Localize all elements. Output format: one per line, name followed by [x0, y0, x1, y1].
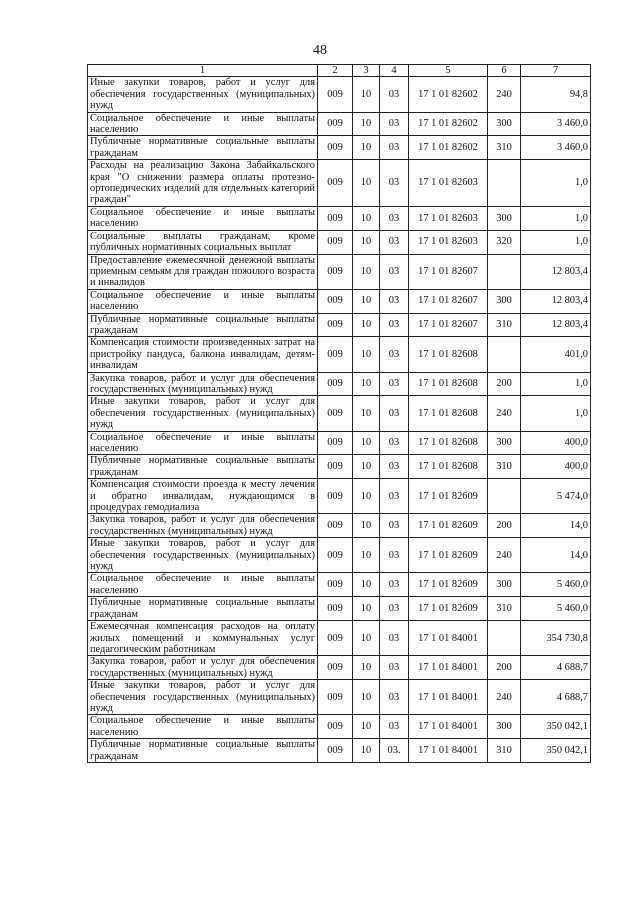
expense-name-cell: Публичные нормативные социальные выплаты гражданам	[88, 597, 318, 621]
ministry-code-cell: 009	[318, 396, 353, 431]
target-article-cell: 17 1 01 84001	[409, 715, 488, 739]
ministry-code-cell: 009	[318, 112, 353, 136]
amount-cell: 400,0	[521, 431, 591, 455]
expense-type-cell: 300	[488, 289, 521, 313]
expense-name-cell: Ежемесячная компенсация расходов на оплату жилых помещений и коммунальных услуг педагогическим работникам	[88, 621, 318, 656]
target-article-cell: 17 1 01 82603	[409, 230, 488, 254]
section-code-cell: 10	[353, 715, 380, 739]
amount-cell: 401,0	[521, 337, 591, 372]
budget-table	[87, 64, 591, 763]
ministry-code-cell: 009	[318, 739, 353, 763]
target-article-cell: 17 1 01 82609	[409, 597, 488, 621]
subsection-code-cell: 03	[380, 289, 409, 313]
amount-cell: 14,0	[521, 514, 591, 538]
expense-type-cell: 300	[488, 206, 521, 230]
amount-cell: 1,0	[521, 230, 591, 254]
table-row	[88, 715, 591, 739]
target-article-cell: 17 1 01 82608	[409, 372, 488, 396]
subsection-code-cell: 03	[380, 656, 409, 680]
section-code-cell: 10	[353, 337, 380, 372]
ministry-code-cell: 009	[318, 431, 353, 455]
ministry-code-cell: 009	[318, 254, 353, 289]
table-row	[88, 479, 591, 514]
subsection-code-cell: 03	[380, 160, 409, 207]
section-code-cell: 10	[353, 573, 380, 597]
target-article-cell: 17 1 01 82607	[409, 289, 488, 313]
amount-cell: 1,0	[521, 160, 591, 207]
table-row	[88, 739, 591, 763]
expense-name-cell: Иные закупки товаров, работ и услуг для обеспечения государственных (муниципальных) нужд	[88, 77, 318, 112]
expense-name-cell: Компенсация стоимости проезда к месту лечения и обратно инвалидам, нуждающимся в процедурах гемодиализа	[88, 479, 318, 514]
section-code-cell: 10	[353, 680, 380, 715]
column-header: 5	[409, 65, 488, 77]
ministry-code-cell: 009	[318, 514, 353, 538]
expense-type-cell: 240	[488, 77, 521, 112]
subsection-code-cell: 03	[380, 230, 409, 254]
target-article-cell: 17 1 01 82602	[409, 136, 488, 160]
target-article-cell: 17 1 01 82602	[409, 112, 488, 136]
table-row	[88, 136, 591, 160]
table-row	[88, 597, 591, 621]
target-article-cell: 17 1 01 82609	[409, 573, 488, 597]
amount-cell: 3 460,0	[521, 136, 591, 160]
expense-name-cell: Компенсация стоимости произведенных затрат на пристройку пандуса, балкона инвалидам, детям-инвалидам	[88, 337, 318, 372]
expense-name-cell: Социальное обеспечение и иные выплаты населению	[88, 112, 318, 136]
expense-name-cell: Закупка товаров, работ и услуг для обеспечения государственных (муниципальных) нужд	[88, 372, 318, 396]
column-header: 3	[353, 65, 380, 77]
table-row	[88, 112, 591, 136]
subsection-code-cell: 03.	[380, 739, 409, 763]
target-article-cell: 17 1 01 82607	[409, 313, 488, 337]
expense-type-cell: 310	[488, 136, 521, 160]
subsection-code-cell: 03	[380, 680, 409, 715]
subsection-code-cell: 03	[380, 136, 409, 160]
target-article-cell: 17 1 01 84001	[409, 739, 488, 763]
expense-type-cell: 300	[488, 573, 521, 597]
ministry-code-cell: 009	[318, 337, 353, 372]
amount-cell: 12 803,4	[521, 254, 591, 289]
table-row	[88, 396, 591, 431]
expense-type-cell: 300	[488, 431, 521, 455]
expense-type-cell: 240	[488, 538, 521, 573]
expense-type-cell: 300	[488, 715, 521, 739]
amount-cell: 350 042,1	[521, 715, 591, 739]
subsection-code-cell: 03	[380, 77, 409, 112]
expense-type-cell: 310	[488, 739, 521, 763]
amount-cell: 3 460,0	[521, 112, 591, 136]
ministry-code-cell: 009	[318, 680, 353, 715]
section-code-cell: 10	[353, 656, 380, 680]
expense-type-cell: 310	[488, 455, 521, 479]
amount-cell: 94,8	[521, 77, 591, 112]
expense-type-cell: 240	[488, 680, 521, 715]
expense-name-cell: Расходы на реализацию Закона Забайкальского края "О снижении размера оплаты протезно-ортопедических изделий для отдельных категорий граждан"	[88, 160, 318, 207]
page-number: 48	[313, 43, 327, 58]
subsection-code-cell: 03	[380, 206, 409, 230]
amount-cell: 1,0	[521, 206, 591, 230]
table-row	[88, 372, 591, 396]
target-article-cell: 17 1 01 84001	[409, 680, 488, 715]
ministry-code-cell: 009	[318, 206, 353, 230]
section-code-cell: 10	[353, 455, 380, 479]
subsection-code-cell: 03	[380, 372, 409, 396]
expense-name-cell: Публичные нормативные социальные выплаты гражданам	[88, 455, 318, 479]
amount-cell: 14,0	[521, 538, 591, 573]
ministry-code-cell: 009	[318, 573, 353, 597]
table-row	[88, 77, 591, 112]
section-code-cell: 10	[353, 112, 380, 136]
column-header: 4	[380, 65, 409, 77]
target-article-cell: 17 1 01 82608	[409, 396, 488, 431]
subsection-code-cell: 03	[380, 573, 409, 597]
section-code-cell: 10	[353, 514, 380, 538]
subsection-code-cell: 03	[380, 337, 409, 372]
expense-name-cell: Социальные выплаты гражданам, кроме публичных нормативных социальных выплат	[88, 230, 318, 254]
expense-name-cell: Иные закупки товаров, работ и услуг для обеспечения государственных (муниципальных) нужд	[88, 396, 318, 431]
ministry-code-cell: 009	[318, 160, 353, 207]
section-code-cell: 10	[353, 621, 380, 656]
expense-type-cell	[488, 160, 521, 207]
ministry-code-cell: 009	[318, 479, 353, 514]
section-code-cell: 10	[353, 597, 380, 621]
subsection-code-cell: 03	[380, 455, 409, 479]
section-code-cell: 10	[353, 77, 380, 112]
table-row	[88, 455, 591, 479]
amount-cell: 5 460,0	[521, 597, 591, 621]
expense-type-cell	[488, 621, 521, 656]
amount-cell: 5 474,0	[521, 479, 591, 514]
amount-cell: 4 688,7	[521, 656, 591, 680]
subsection-code-cell: 03	[380, 254, 409, 289]
expense-name-cell: Социальное обеспечение и иные выплаты населению	[88, 206, 318, 230]
subsection-code-cell: 03	[380, 431, 409, 455]
target-article-cell: 17 1 01 82609	[409, 538, 488, 573]
column-header: 6	[488, 65, 521, 77]
expense-name-cell: Закупка товаров, работ и услуг для обеспечения государственных (муниципальных) нужд	[88, 514, 318, 538]
expense-type-cell: 320	[488, 230, 521, 254]
table-row	[88, 680, 591, 715]
section-code-cell: 10	[353, 313, 380, 337]
expense-type-cell	[488, 479, 521, 514]
expense-type-cell	[488, 337, 521, 372]
expense-name-cell: Публичные нормативные социальные выплаты гражданам	[88, 136, 318, 160]
expense-type-cell: 240	[488, 396, 521, 431]
expense-type-cell: 310	[488, 597, 521, 621]
table-row	[88, 337, 591, 372]
expense-name-cell: Социальное обеспечение и иные выплаты населению	[88, 715, 318, 739]
subsection-code-cell: 03	[380, 479, 409, 514]
target-article-cell: 17 1 01 82609	[409, 514, 488, 538]
expense-type-cell: 300	[488, 112, 521, 136]
table-row	[88, 431, 591, 455]
table-row	[88, 289, 591, 313]
column-header: 1	[88, 65, 318, 77]
section-code-cell: 10	[353, 160, 380, 207]
ministry-code-cell: 009	[318, 538, 353, 573]
ministry-code-cell: 009	[318, 455, 353, 479]
amount-cell: 12 803,4	[521, 313, 591, 337]
section-code-cell: 10	[353, 431, 380, 455]
section-code-cell: 10	[353, 289, 380, 313]
table-row	[88, 230, 591, 254]
target-article-cell: 17 1 01 82608	[409, 431, 488, 455]
table-row	[88, 254, 591, 289]
subsection-code-cell: 03	[380, 313, 409, 337]
ministry-code-cell: 009	[318, 715, 353, 739]
subsection-code-cell: 03	[380, 538, 409, 573]
section-code-cell: 10	[353, 538, 380, 573]
expense-name-cell: Иные закупки товаров, работ и услуг для обеспечения государственных (муниципальных) нужд	[88, 538, 318, 573]
column-header: 7	[521, 65, 591, 77]
amount-cell: 350 042,1	[521, 739, 591, 763]
expense-type-cell	[488, 254, 521, 289]
ministry-code-cell: 009	[318, 372, 353, 396]
table-row	[88, 538, 591, 573]
target-article-cell: 17 1 01 84001	[409, 621, 488, 656]
expense-name-cell: Публичные нормативные социальные выплаты гражданам	[88, 313, 318, 337]
target-article-cell: 17 1 01 82603	[409, 160, 488, 207]
ministry-code-cell: 009	[318, 313, 353, 337]
expense-name-cell: Публичные нормативные социальные выплаты гражданам	[88, 739, 318, 763]
section-code-cell: 10	[353, 230, 380, 254]
ministry-code-cell: 009	[318, 77, 353, 112]
section-code-cell: 10	[353, 254, 380, 289]
table-row	[88, 621, 591, 656]
expense-name-cell: Предоставление ежемесячной денежной выплаты приемным семьям для граждан пожилого возраста и инвалидов	[88, 254, 318, 289]
ministry-code-cell: 009	[318, 597, 353, 621]
expense-type-cell: 310	[488, 313, 521, 337]
table-header-row	[88, 65, 591, 77]
amount-cell: 1,0	[521, 372, 591, 396]
expense-type-cell: 200	[488, 372, 521, 396]
expense-name-cell: Иные закупки товаров, работ и услуг для обеспечения государственных (муниципальных) нужд	[88, 680, 318, 715]
ministry-code-cell: 009	[318, 230, 353, 254]
table-row	[88, 160, 591, 207]
amount-cell: 4 688,7	[521, 680, 591, 715]
subsection-code-cell: 03	[380, 621, 409, 656]
subsection-code-cell: 03	[380, 514, 409, 538]
amount-cell: 5 460,0	[521, 573, 591, 597]
section-code-cell: 10	[353, 206, 380, 230]
expense-type-cell: 200	[488, 656, 521, 680]
ministry-code-cell: 009	[318, 621, 353, 656]
table-row	[88, 573, 591, 597]
expense-name-cell: Социальное обеспечение и иные выплаты населению	[88, 289, 318, 313]
ministry-code-cell: 009	[318, 136, 353, 160]
target-article-cell: 17 1 01 82603	[409, 206, 488, 230]
table-row	[88, 206, 591, 230]
amount-cell: 354 730,8	[521, 621, 591, 656]
expense-name-cell: Закупка товаров, работ и услуг для обеспечения государственных (муниципальных) нужд	[88, 656, 318, 680]
amount-cell: 12 803,4	[521, 289, 591, 313]
section-code-cell: 10	[353, 396, 380, 431]
amount-cell: 400,0	[521, 455, 591, 479]
section-code-cell: 10	[353, 372, 380, 396]
target-article-cell: 17 1 01 84001	[409, 656, 488, 680]
target-article-cell: 17 1 01 82608	[409, 337, 488, 372]
ministry-code-cell: 009	[318, 289, 353, 313]
subsection-code-cell: 03	[380, 396, 409, 431]
table-row	[88, 514, 591, 538]
subsection-code-cell: 03	[380, 597, 409, 621]
section-code-cell: 10	[353, 136, 380, 160]
amount-cell: 1,0	[521, 396, 591, 431]
section-code-cell: 10	[353, 479, 380, 514]
section-code-cell: 10	[353, 739, 380, 763]
target-article-cell: 17 1 01 82602	[409, 77, 488, 112]
ministry-code-cell: 009	[318, 656, 353, 680]
expense-name-cell: Социальное обеспечение и иные выплаты населению	[88, 573, 318, 597]
target-article-cell: 17 1 01 82608	[409, 455, 488, 479]
subsection-code-cell: 03	[380, 112, 409, 136]
target-article-cell: 17 1 01 82607	[409, 254, 488, 289]
table-row	[88, 313, 591, 337]
target-article-cell: 17 1 01 82609	[409, 479, 488, 514]
expense-type-cell: 200	[488, 514, 521, 538]
table-row	[88, 656, 591, 680]
expense-name-cell: Социальное обеспечение и иные выплаты населению	[88, 431, 318, 455]
column-header: 2	[318, 65, 353, 77]
subsection-code-cell: 03	[380, 715, 409, 739]
